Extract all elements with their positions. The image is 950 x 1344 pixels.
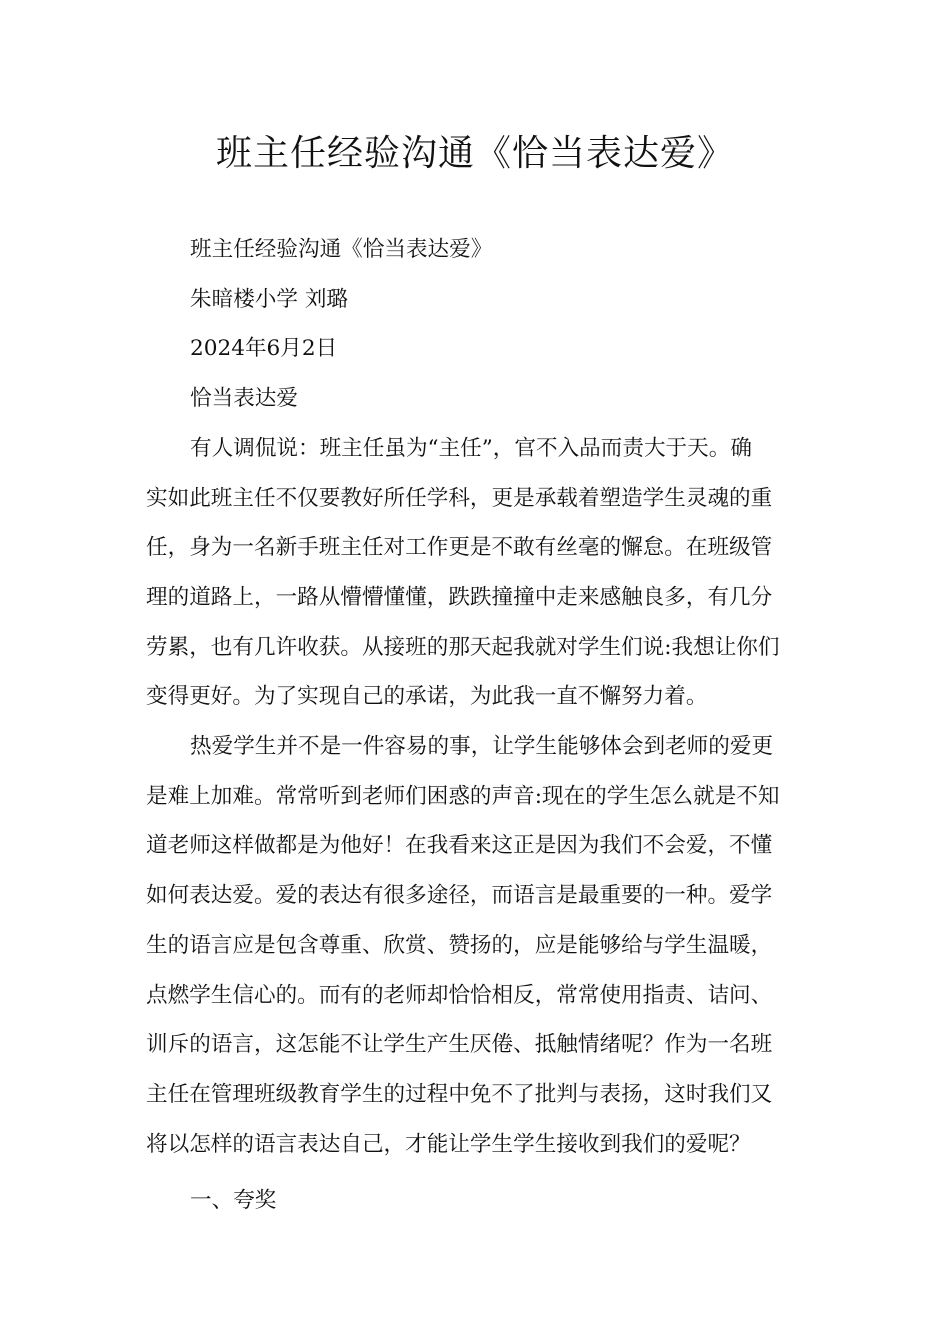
section-title: 恰当表达爱 [190,386,298,412]
paragraph-line: 主任在管理班级教育学生的过程中免不了批判与表扬，这时我们又 [146,1081,773,1107]
section-heading-1: 一、夸奖 [190,1188,277,1214]
document-body [146,225,806,1226]
paragraph-line: 实如此班主任不仅要教好所任学科，更是承载着塑造学生灵魂的重 [146,485,773,511]
paragraph-line: 生的语言应是包含尊重、欣赏、赞扬的，应是能够给与学生温暖， [146,932,773,958]
paragraph-line: 将以怎样的语言表达自己，才能让学生学生接收到我们的爱呢？ [146,1131,751,1157]
paragraph-line: 热爱学生并不是一件容易的事，让学生能够体会到老师的爱更 [190,734,774,760]
paragraph-line: 劳累，也有几许收获。从接班的那天起我就对学生们说:我想让你们 [146,634,780,660]
author-line: 朱暗楼小学 刘璐 [190,286,349,312]
paragraph-line: 变得更好。为了实现自己的承诺，为此我一直不懈努力着。 [146,684,708,710]
date-line: 2024年6月2日 [190,336,338,362]
paragraph-1 [146,424,806,722]
paragraph-line: 道老师这样做都是为他好！在我看来这正是因为我们不会爱，不懂 [146,833,773,859]
paragraph-line: 任，身为一名新手班主任对工作更是不敢有丝毫的懈怠。在班级管 [146,535,773,561]
paragraph-line: 如何表达爱。爱的表达有很多途径，而语言是最重要的一种。爱学 [146,883,773,909]
paragraph-line: 是难上加难。常常听到老师们困惑的声音:现在的学生怎么就是不知 [146,783,780,809]
paragraph-line: 训斥的语言，这怎能不让学生产生厌倦、抵触情绪呢？作为一名班 [146,1032,773,1058]
paragraph-2 [146,722,806,1169]
paragraph-line: 有人调侃说：班主任虽为“主任”，官不入品而责大于天。确 [190,435,752,461]
paragraph-line: 点燃学生信心的。而有的老师却恰恰相反，常常使用指责、诘问、 [146,982,773,1008]
paragraph-line: 理的道路上，一路从懵懵懂懂，跌跌撞撞中走来感触良多，有几分 [146,584,773,610]
document-title: 班主任经验沟通《恰当表达爱》 [215,133,734,174]
subtitle-line: 班主任经验沟通《恰当表达爱》 [190,237,493,262]
spacer [146,1169,806,1176]
